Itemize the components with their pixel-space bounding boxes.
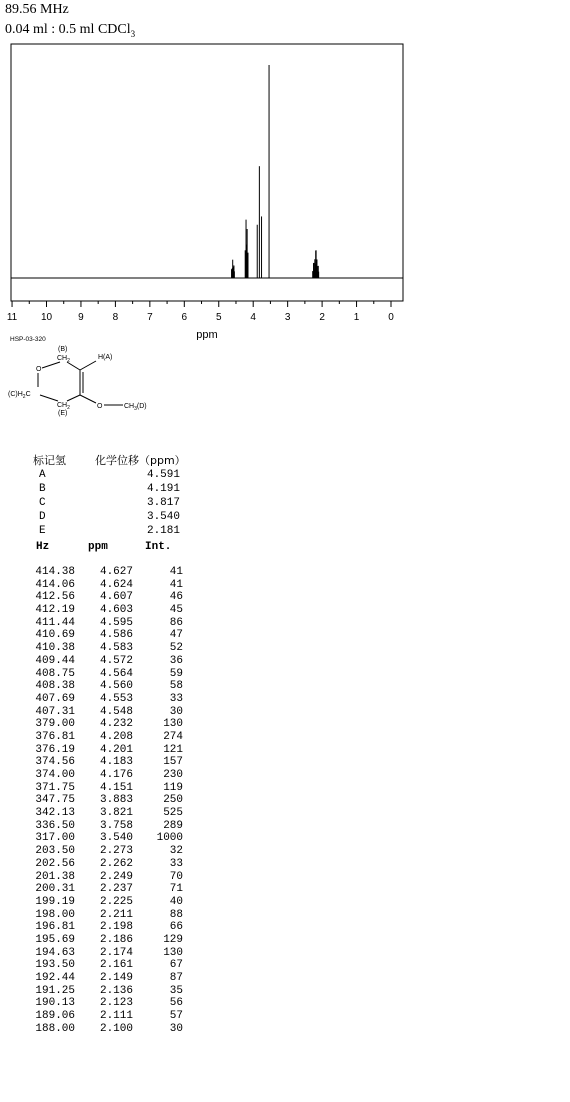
- peak-hz: 376.19: [35, 743, 75, 756]
- col-ppm: ppm: [88, 541, 108, 553]
- peak-ppm: 4.627: [99, 566, 133, 578]
- peak-hz: 193.50: [35, 959, 75, 972]
- peak-ppm: 2.100: [99, 1022, 133, 1035]
- c-h: (C)H: [8, 391, 23, 398]
- peak-ppm: 4.560: [99, 680, 133, 693]
- peak-hz: 196.81: [35, 921, 75, 934]
- assignment-row: [33, 510, 180, 524]
- peak-ppm: 3.821: [99, 807, 133, 820]
- peak-hz: 376.81: [35, 730, 75, 743]
- sample-subscript: 3: [130, 28, 136, 39]
- peak-ppm: 4.176: [99, 769, 133, 781]
- peak-int: 32: [169, 845, 183, 858]
- x-tick-label-11: 11: [6, 312, 18, 323]
- peak-ppm: 4.548: [99, 705, 133, 718]
- peak-hz: 371.75: [35, 781, 75, 794]
- peak-ppm: 3.540: [99, 832, 133, 845]
- d-sub: 3: [134, 406, 137, 412]
- c-tail: C: [25, 391, 31, 398]
- peak-int: 119: [163, 781, 183, 794]
- sample-label: [5, 22, 135, 42]
- peak-hz: 408.75: [35, 667, 75, 680]
- molecule-structure: [0, 335, 300, 435]
- assignment-shift: 2.181: [146, 525, 180, 537]
- d-ch: CH: [124, 403, 135, 410]
- peak-int: 59: [169, 667, 183, 680]
- assignment-row: [33, 468, 180, 482]
- peak-int: 58: [169, 680, 183, 693]
- label-ring-o: O: [36, 366, 42, 373]
- peak-ppm: 3.883: [99, 794, 133, 807]
- peak-int: 30: [169, 1022, 183, 1035]
- peak-ppm: 2.225: [99, 895, 133, 908]
- x-tick-label-5: 5: [215, 312, 222, 323]
- peak-int: 56: [169, 997, 183, 1010]
- peak-ppm: 2.136: [99, 984, 133, 997]
- peak-hz: 195.69: [35, 933, 75, 946]
- peak-layer: [232, 65, 319, 278]
- label-ether-o: O: [97, 403, 103, 410]
- ch-bot: CH: [57, 402, 68, 409]
- peak-ppm: 2.161: [99, 959, 133, 972]
- assignment-shift: 3.540: [146, 511, 180, 523]
- peak-hz: 347.75: [35, 794, 75, 807]
- header-label: 标记氢: [33, 454, 66, 467]
- peak-int: 41: [169, 566, 183, 578]
- peak-ppm: 2.237: [99, 883, 133, 896]
- peak-hz: 194.63: [35, 946, 75, 959]
- assignment-shift: 4.591: [146, 469, 180, 481]
- peak-int: 250: [163, 794, 183, 807]
- peak-int: 40: [169, 895, 183, 908]
- peak-ppm: 4.553: [99, 692, 133, 705]
- sample-text: 0.04 ml : 0.5 ml CDCl: [5, 22, 131, 37]
- peak-ppm: 2.149: [99, 972, 133, 984]
- peak-hz: 412.56: [35, 591, 75, 604]
- peak-hz: 410.69: [35, 629, 75, 642]
- assignment-row: [33, 496, 180, 510]
- ch-top: CH: [57, 355, 68, 362]
- peak-int: 45: [169, 604, 183, 617]
- label-b: (B): [58, 346, 68, 353]
- ch-bot-sub: 2: [67, 405, 70, 411]
- peak-int: 67: [169, 959, 183, 972]
- peak-hz: 412.19: [35, 604, 75, 617]
- peak-int: 289: [163, 819, 183, 832]
- x-tick-label-2: 2: [319, 312, 325, 323]
- peak-hz: 201.38: [35, 870, 75, 883]
- assignment-header: [33, 454, 186, 468]
- col-hz: Hz: [36, 541, 50, 553]
- peak-int: 87: [169, 972, 183, 984]
- peak-ppm: 4.607: [99, 591, 133, 604]
- peak-hz: 414.06: [35, 578, 75, 591]
- assignment-label: B: [39, 483, 46, 495]
- peak-int: 130: [163, 718, 183, 731]
- x-tick-label-6: 6: [181, 312, 188, 323]
- peak-int: 88: [169, 908, 183, 921]
- c-sub: 2: [22, 394, 26, 400]
- tick-layer: [7, 301, 394, 323]
- peak-hz: 336.50: [35, 819, 75, 832]
- peak-ppm: 2.211: [99, 908, 133, 921]
- peak-int: 121: [163, 743, 183, 756]
- peak-hz: 317.00: [35, 832, 75, 845]
- assignment-label: D: [39, 511, 46, 523]
- peak-hz: 407.31: [35, 705, 75, 718]
- peak-int: 274: [163, 730, 183, 743]
- label-d: [124, 403, 147, 412]
- peak-int: 46: [169, 591, 183, 604]
- peak-hz: 411.44: [35, 616, 75, 629]
- peak-int: 1000: [156, 832, 183, 845]
- label-c: [8, 391, 31, 400]
- peak-int: 30: [169, 705, 183, 718]
- x-tick-label-9: 9: [78, 312, 84, 323]
- x-tick-label-4: 4: [250, 312, 256, 323]
- peak-int: 86: [169, 616, 183, 629]
- assignment-label: E: [39, 525, 46, 537]
- assignment-shift: 3.817: [146, 497, 180, 509]
- assignment-table: [33, 454, 186, 538]
- x-tick-label-3: 3: [284, 312, 291, 323]
- label-e: (E): [58, 410, 68, 417]
- peak-ppm: 4.595: [99, 616, 133, 629]
- frequency-label: 89.56 MHz: [5, 2, 69, 17]
- peak-ppm: 2.273: [99, 845, 133, 858]
- peak-int: 47: [169, 629, 183, 642]
- x-tick-label-10: 10: [40, 312, 53, 323]
- header-shift: 化学位移（ppm）: [95, 454, 186, 467]
- peak-int: 70: [169, 870, 183, 883]
- peak-int: 33: [169, 857, 183, 870]
- peak-hz: 199.19: [35, 895, 75, 908]
- peak-ppm: 2.123: [99, 997, 133, 1010]
- peak-int: 129: [163, 933, 183, 946]
- peak-hz: 203.50: [35, 845, 75, 858]
- d-tail: (D): [136, 403, 147, 410]
- peak-hz: 407.69: [35, 692, 75, 705]
- peak-hz: 410.38: [35, 642, 75, 655]
- peak-int: 525: [163, 807, 183, 820]
- peak-ppm: 2.249: [99, 870, 133, 883]
- col-int: Int.: [145, 541, 172, 553]
- assignment-rows: [33, 468, 180, 538]
- peak-ppm: 4.564: [99, 667, 133, 680]
- peak-ppm: 4.624: [99, 578, 133, 591]
- peak-hz: 374.56: [35, 756, 75, 769]
- assignment-row: [33, 482, 180, 496]
- peak-ppm: 2.198: [99, 921, 133, 934]
- peak-ppm: 4.583: [99, 642, 133, 655]
- assignment-label: C: [39, 497, 46, 509]
- assignment-shift: 4.191: [146, 483, 180, 495]
- peak-hz: 198.00: [35, 908, 75, 921]
- nmr-spectrum-chart: [0, 40, 570, 340]
- peak-int: 52: [169, 642, 183, 655]
- peak-hz: 342.13: [35, 807, 75, 820]
- ch-top-sub: 2: [67, 358, 70, 364]
- peak-int: 230: [163, 769, 183, 781]
- peak-ppm: 2.186: [99, 933, 133, 946]
- peak-ppm: 4.151: [99, 781, 133, 794]
- peak-hz: 374.00: [35, 769, 75, 781]
- peak-int: 71: [169, 883, 183, 896]
- peak-hz: 191.25: [35, 984, 75, 997]
- peak-ppm: 2.174: [99, 946, 133, 959]
- peak-int: 157: [163, 756, 183, 769]
- peak-hz: 414.38: [35, 566, 75, 578]
- peak-int: 130: [163, 946, 183, 959]
- peak-int: 66: [169, 921, 183, 934]
- label-ha: H(A): [98, 354, 113, 361]
- peak-ppm: 4.232: [99, 718, 133, 731]
- peak-ppm: 2.262: [99, 857, 133, 870]
- peak-ppm: 4.201: [99, 743, 133, 756]
- x-axis-label: ppm: [196, 329, 218, 340]
- peak-hz: 379.00: [35, 718, 75, 731]
- peak-int: 36: [169, 654, 183, 667]
- peak-ppm: 3.758: [99, 819, 133, 832]
- assignment-row: [33, 524, 180, 538]
- peak-ppm: 4.208: [99, 730, 133, 743]
- structure-bonds: [38, 361, 123, 405]
- peak-hz: 190.13: [35, 997, 75, 1010]
- peak-ppm: 2.111: [99, 1010, 133, 1023]
- peak-ppm: 4.603: [99, 604, 133, 617]
- peak-ppm: 4.572: [99, 654, 133, 667]
- x-tick-label-8: 8: [112, 312, 119, 323]
- sample-code: HSP-03-320: [10, 336, 46, 343]
- peak-hz: 200.31: [35, 883, 75, 896]
- peak-ppm: 4.183: [99, 756, 133, 769]
- peak-int: 41: [169, 578, 183, 591]
- peak-hz: 189.06: [35, 1010, 75, 1023]
- peak-int: 35: [169, 984, 183, 997]
- peak-hz: 409.44: [35, 654, 75, 667]
- peak-hz: 202.56: [35, 857, 75, 870]
- peak-int: 57: [169, 1010, 183, 1023]
- peak-hz: 192.44: [35, 972, 75, 984]
- peak-ppm: 4.586: [99, 629, 133, 642]
- x-tick-label-0: 0: [388, 312, 394, 323]
- x-tick-label-1: 1: [353, 312, 360, 323]
- peak-int: 33: [169, 692, 183, 705]
- assignment-label: A: [39, 469, 46, 481]
- peak-hz: 408.38: [35, 680, 75, 693]
- x-tick-label-7: 7: [147, 312, 153, 323]
- peak-hz: 188.00: [35, 1022, 75, 1035]
- plot-frame: [11, 44, 403, 301]
